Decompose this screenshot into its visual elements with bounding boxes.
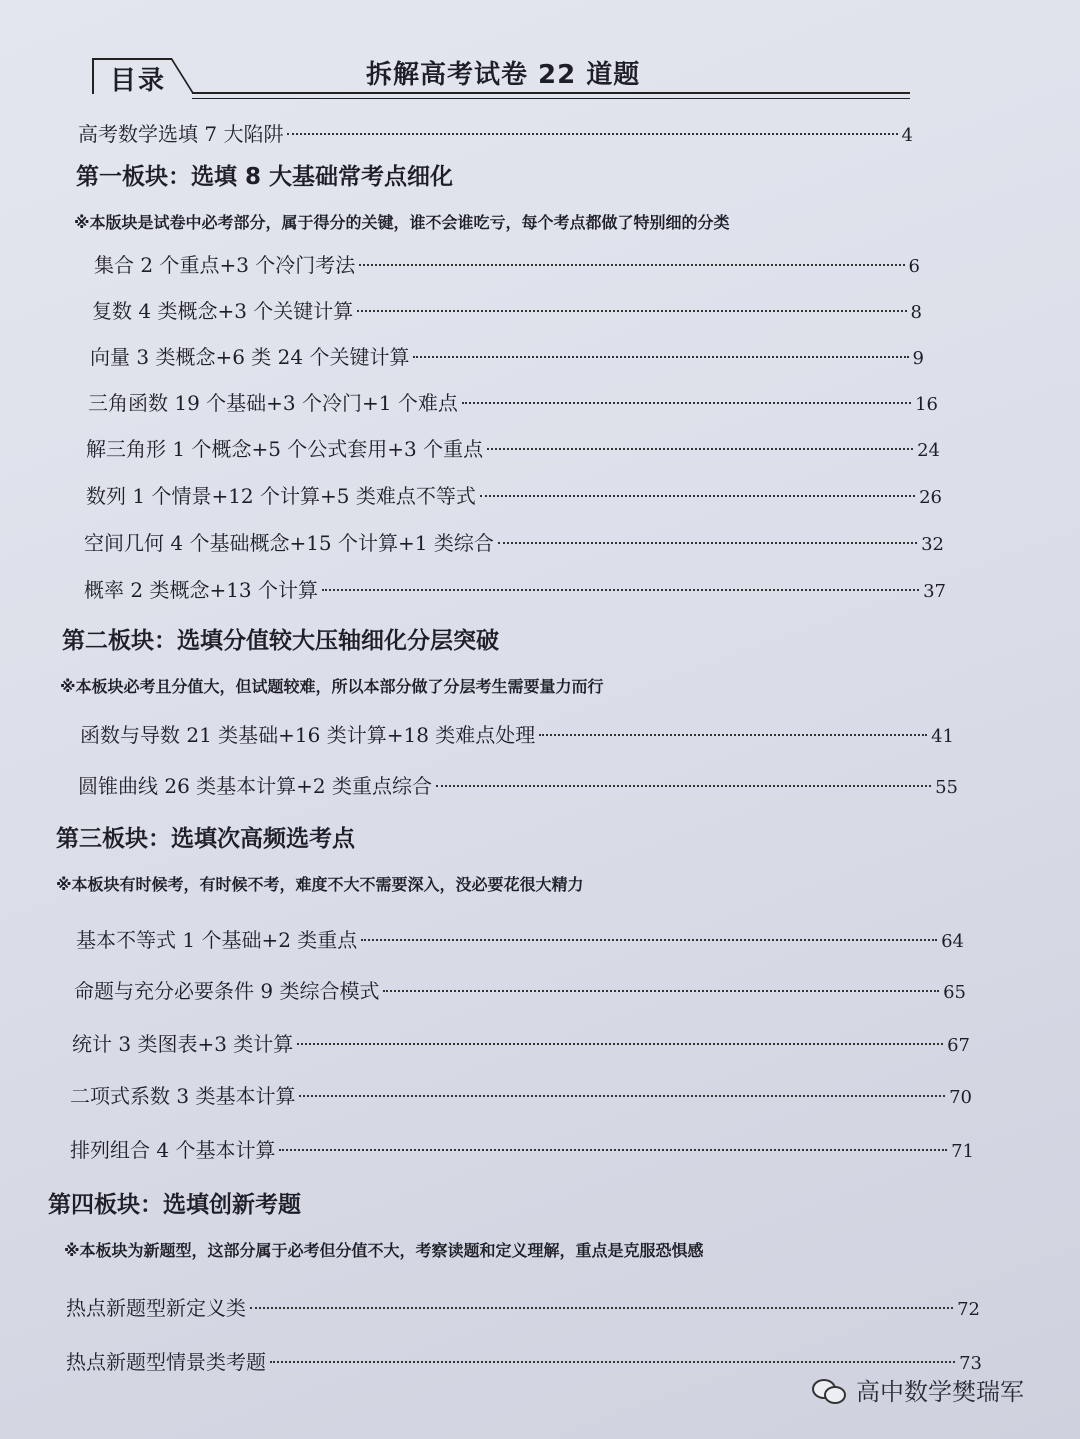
entry-page: 24 (917, 440, 940, 461)
toc-entry[interactable] (76, 924, 964, 953)
entry-page: 64 (941, 931, 964, 952)
dot-leader (297, 1043, 943, 1045)
entry-page: 4 (901, 125, 913, 146)
toc-entry[interactable] (84, 527, 944, 556)
entry-label: 排列组合 4 个基本计算 (70, 1138, 276, 1162)
header-frame-left (92, 58, 94, 94)
toc-entry[interactable] (70, 1080, 972, 1109)
entry-page: 73 (959, 1353, 982, 1374)
toc-entry[interactable] (72, 1028, 970, 1057)
dot-leader (287, 133, 897, 135)
dot-leader (413, 356, 908, 358)
entry-page: 26 (919, 487, 942, 508)
toc-entry[interactable] (78, 770, 958, 799)
dot-leader (322, 589, 919, 591)
watermark-text: 高中数学樊瑞军 (856, 1378, 1024, 1406)
entry-page: 32 (921, 534, 944, 555)
dot-leader (480, 495, 915, 497)
entry-label: 向量 3 类概念+6 类 24 个关键计算 (90, 345, 410, 369)
entry-page: 70 (949, 1087, 972, 1108)
toc-entry[interactable] (66, 1346, 982, 1375)
entry-label: 命题与充分必要条件 9 类综合模式 (74, 979, 380, 1003)
entry-page: 9 (912, 348, 924, 369)
dot-leader (462, 402, 911, 404)
toc-entry[interactable] (94, 249, 920, 278)
dot-leader (299, 1095, 945, 1097)
entry-label: 复数 4 类概念+3 个关键计算 (92, 299, 354, 323)
entry-label: 二项式系数 3 类基本计算 (70, 1084, 296, 1108)
entry-label: 数列 1 个情景+12 个计算+5 类难点不等式 (86, 484, 476, 508)
entry-label: 圆锥曲线 26 类基本计算+2 类重点综合 (78, 774, 433, 798)
toc-entry[interactable] (66, 1292, 980, 1321)
entry-label: 基本不等式 1 个基础+2 类重点 (76, 928, 358, 952)
header-slant (170, 58, 194, 94)
watermark (812, 1372, 1024, 1407)
book-title: 拆解高考试卷 22 道题 (366, 60, 641, 90)
entry-label: 高考数学选填 7 大陷阱 (78, 122, 284, 146)
toc-header (92, 50, 912, 106)
entry-page: 65 (943, 982, 966, 1003)
dot-leader (383, 990, 939, 992)
dot-leader (250, 1307, 953, 1309)
toc-entry[interactable] (86, 480, 942, 509)
toc-entry[interactable] (86, 433, 940, 462)
section-title: 第一板块：选填 8 大基础常考点细化 (76, 164, 454, 190)
entry-page: 37 (923, 581, 946, 602)
entry-label: 集合 2 个重点+3 个冷门考法 (94, 253, 356, 277)
entry-page: 16 (915, 394, 938, 415)
entry-label: 空间几何 4 个基础概念+15 个计算+1 类综合 (84, 531, 494, 555)
toc-entry[interactable] (88, 387, 938, 416)
dot-leader (498, 542, 917, 544)
entry-label: 热点新题型新定义类 (66, 1296, 246, 1320)
dot-leader (487, 448, 913, 450)
entry-page: 71 (951, 1141, 974, 1162)
entry-label: 函数与导数 21 类基础+16 类计算+18 类难点处理 (80, 723, 536, 747)
dot-leader (361, 939, 937, 941)
entry-label: 三角函数 19 个基础+3 个冷门+1 个难点 (88, 391, 458, 415)
entry-page: 67 (947, 1035, 970, 1056)
section-note: ※本板块有时候考，有时候不考，难度不大不需要深入，没必要花很大精力 (56, 875, 584, 894)
toc-entry[interactable] (78, 118, 913, 147)
toc-entry[interactable] (92, 295, 922, 324)
section-title: 第四板块：选填创新考题 (48, 1192, 301, 1218)
toc-entry[interactable] (90, 341, 924, 370)
entry-label: 热点新题型情景类考题 (66, 1350, 266, 1374)
toc-label: 目录 (110, 66, 167, 96)
section-note: ※本板块必考且分值大，但试题较难，所以本部分做了分层考生需要量力而行 (60, 677, 604, 696)
dot-leader (359, 264, 904, 266)
toc-entry[interactable] (80, 719, 954, 748)
wechat-icon (812, 1377, 846, 1403)
entry-label: 统计 3 类图表+3 类计算 (72, 1032, 294, 1056)
dot-leader (539, 734, 927, 736)
section-note: ※本板块为新题型，这部分属于必考但分值不大，考察读题和定义理解，重点是克服恐惧感 (64, 1241, 704, 1260)
entry-label: 解三角形 1 个概念+5 个公式套用+3 个重点 (86, 437, 484, 461)
entry-page: 55 (935, 777, 958, 798)
entry-page: 6 (908, 256, 920, 277)
section-title: 第三板块：选填次高频选考点 (56, 826, 355, 852)
toc-entry[interactable] (74, 975, 966, 1004)
dot-leader (270, 1361, 955, 1363)
dot-leader (279, 1149, 947, 1151)
section-title: 第二板块：选填分值较大压轴细化分层突破 (62, 628, 499, 654)
header-rule-thin (192, 98, 910, 99)
entry-page: 72 (957, 1299, 980, 1320)
entry-page: 41 (931, 726, 954, 747)
toc-entry[interactable] (84, 574, 946, 603)
dot-leader (436, 785, 931, 787)
entry-label: 概率 2 类概念+13 个计算 (84, 578, 319, 602)
toc-entry[interactable] (70, 1134, 974, 1163)
header-rule (192, 92, 910, 94)
dot-leader (357, 310, 906, 312)
entry-page: 8 (910, 302, 922, 323)
section-note: ※本版块是试卷中必考部分，属于得分的关键，谁不会谁吃亏，每个考点都做了特别细的分类 (74, 213, 730, 232)
